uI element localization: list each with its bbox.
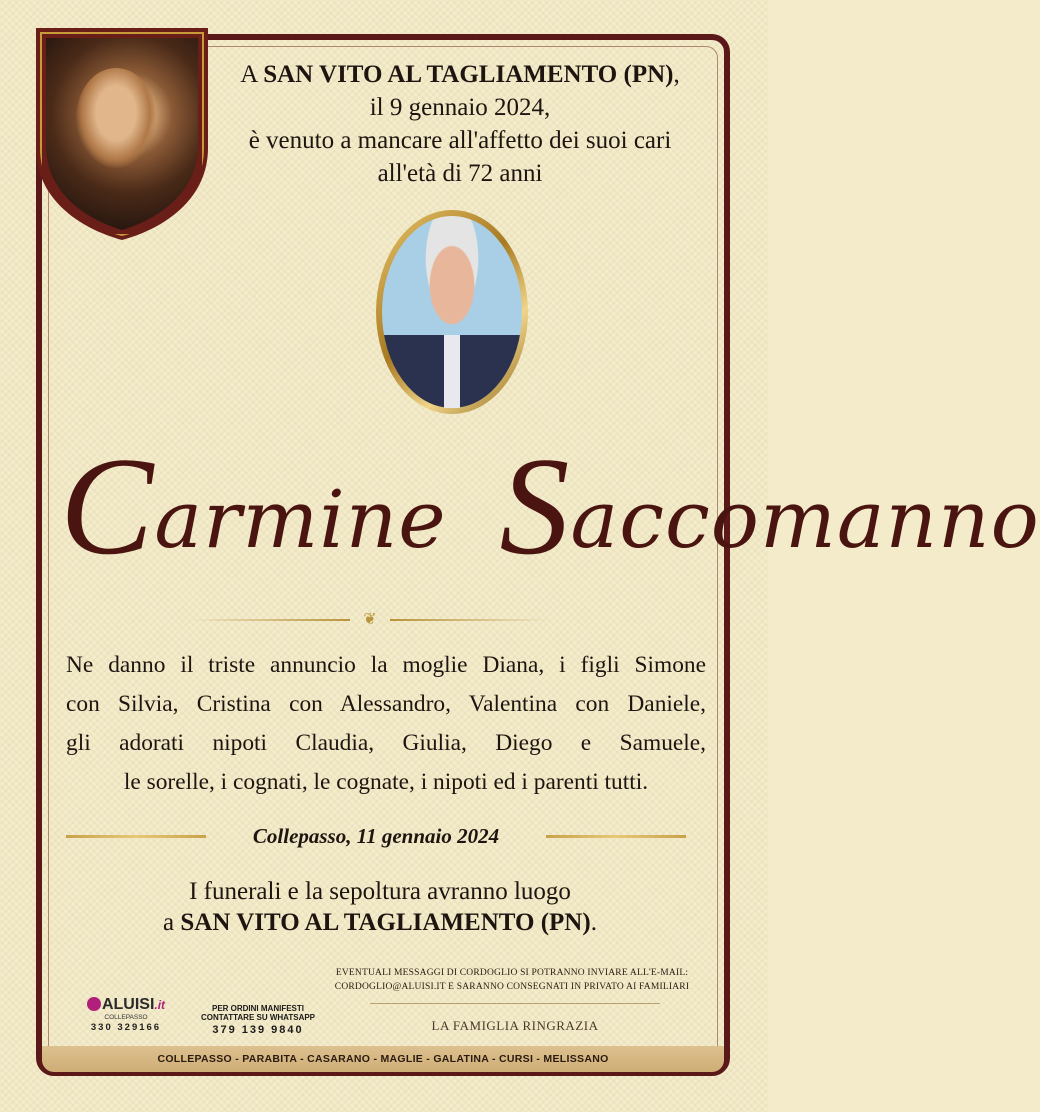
- logo-city: COLLEPASSO: [104, 1014, 148, 1021]
- last-name-initial: S: [499, 429, 571, 584]
- deceased-portrait: [382, 216, 522, 408]
- logo-phone: 330 329166: [90, 1022, 162, 1033]
- announcement-line: con Silvia, Cristina con Alessandro, Valentina con Daniele,: [66, 691, 706, 717]
- funeral-place: SAN VITO AL TAGLIAMENTO (PN): [180, 909, 591, 936]
- intro-line-4: all'età di 72 anni: [377, 160, 543, 187]
- gold-bar-left: [66, 835, 206, 838]
- intro-text: [210, 58, 710, 190]
- announcement-line: gli adorati nipoti Claudia, Giulia, Diego e Samuele,: [66, 730, 706, 756]
- deceased-name: [60, 429, 1040, 595]
- condolence-note: EVENTUALI MESSAGGI DI CORDOGLIO SI POTRANNO INVIARE ALL'E-MAIL: CORDOGLIO@ALUISI.IT E SARANNO CONSEGNATI IN PRIVATO AI FAMILIARI: [334, 968, 690, 992]
- intro-line-1: A SAN VITO AL TAGLIAMENTO (PN),: [240, 61, 680, 88]
- funeral-info: [80, 876, 680, 938]
- intro-place: SAN VITO AL TAGLIAMENTO (PN): [263, 61, 674, 88]
- intro-line-2: il 9 gennaio 2024,: [369, 94, 551, 121]
- date-row: [66, 820, 686, 852]
- funeral-line-2: a SAN VITO AL TAGLIAMENTO (PN).: [163, 909, 597, 936]
- divider-line-left: [190, 619, 350, 621]
- announcement-line: Ne danno il triste annuncio la moglie Diana, i figli Simone: [66, 652, 706, 678]
- logo-mark-icon: [87, 997, 101, 1011]
- flourish-icon: ❦: [363, 611, 377, 628]
- first-name-initial: C: [60, 429, 155, 584]
- divider-line-right: [390, 619, 550, 621]
- intro-line-3: è venuto a mancare all'affetto dei suoi cari: [248, 127, 672, 154]
- family-thanks: LA FAMIGLIA RINGRAZIA: [431, 1018, 599, 1033]
- ornamental-divider: [190, 612, 550, 628]
- announcement-text: [66, 646, 706, 802]
- last-name-rest: accomanno: [570, 473, 1040, 566]
- religious-image-gold-border: [40, 32, 204, 236]
- whatsapp-phone: 379 139 9840: [212, 1024, 304, 1036]
- deceased-portrait-frame: [376, 210, 528, 414]
- funeral-line-1: I funerali e la sepoltura avranno luogo: [189, 878, 571, 905]
- place-date: Collepasso, 11 gennaio 2024: [252, 824, 500, 848]
- aluisi-logo: ALUISI.it COLLEPASSO 330 329166: [78, 996, 174, 1040]
- gold-bar-right: [546, 835, 686, 838]
- footer-locations: COLLEPASSO - PARABITA - CASARANO - MAGLIE - GALATINA - CURSI - MELISSANO: [42, 1046, 724, 1072]
- order-info: PER ORDINI MANIFESTI CONTATTARE SU WHATSAPP 379 139 9840: [188, 1004, 328, 1038]
- first-name-rest: armine: [154, 473, 447, 566]
- thanks-divider: [370, 1003, 660, 1004]
- announcement-line: le sorelle, i cognati, le cognate, i nipoti ed i parenti tutti.: [123, 769, 649, 795]
